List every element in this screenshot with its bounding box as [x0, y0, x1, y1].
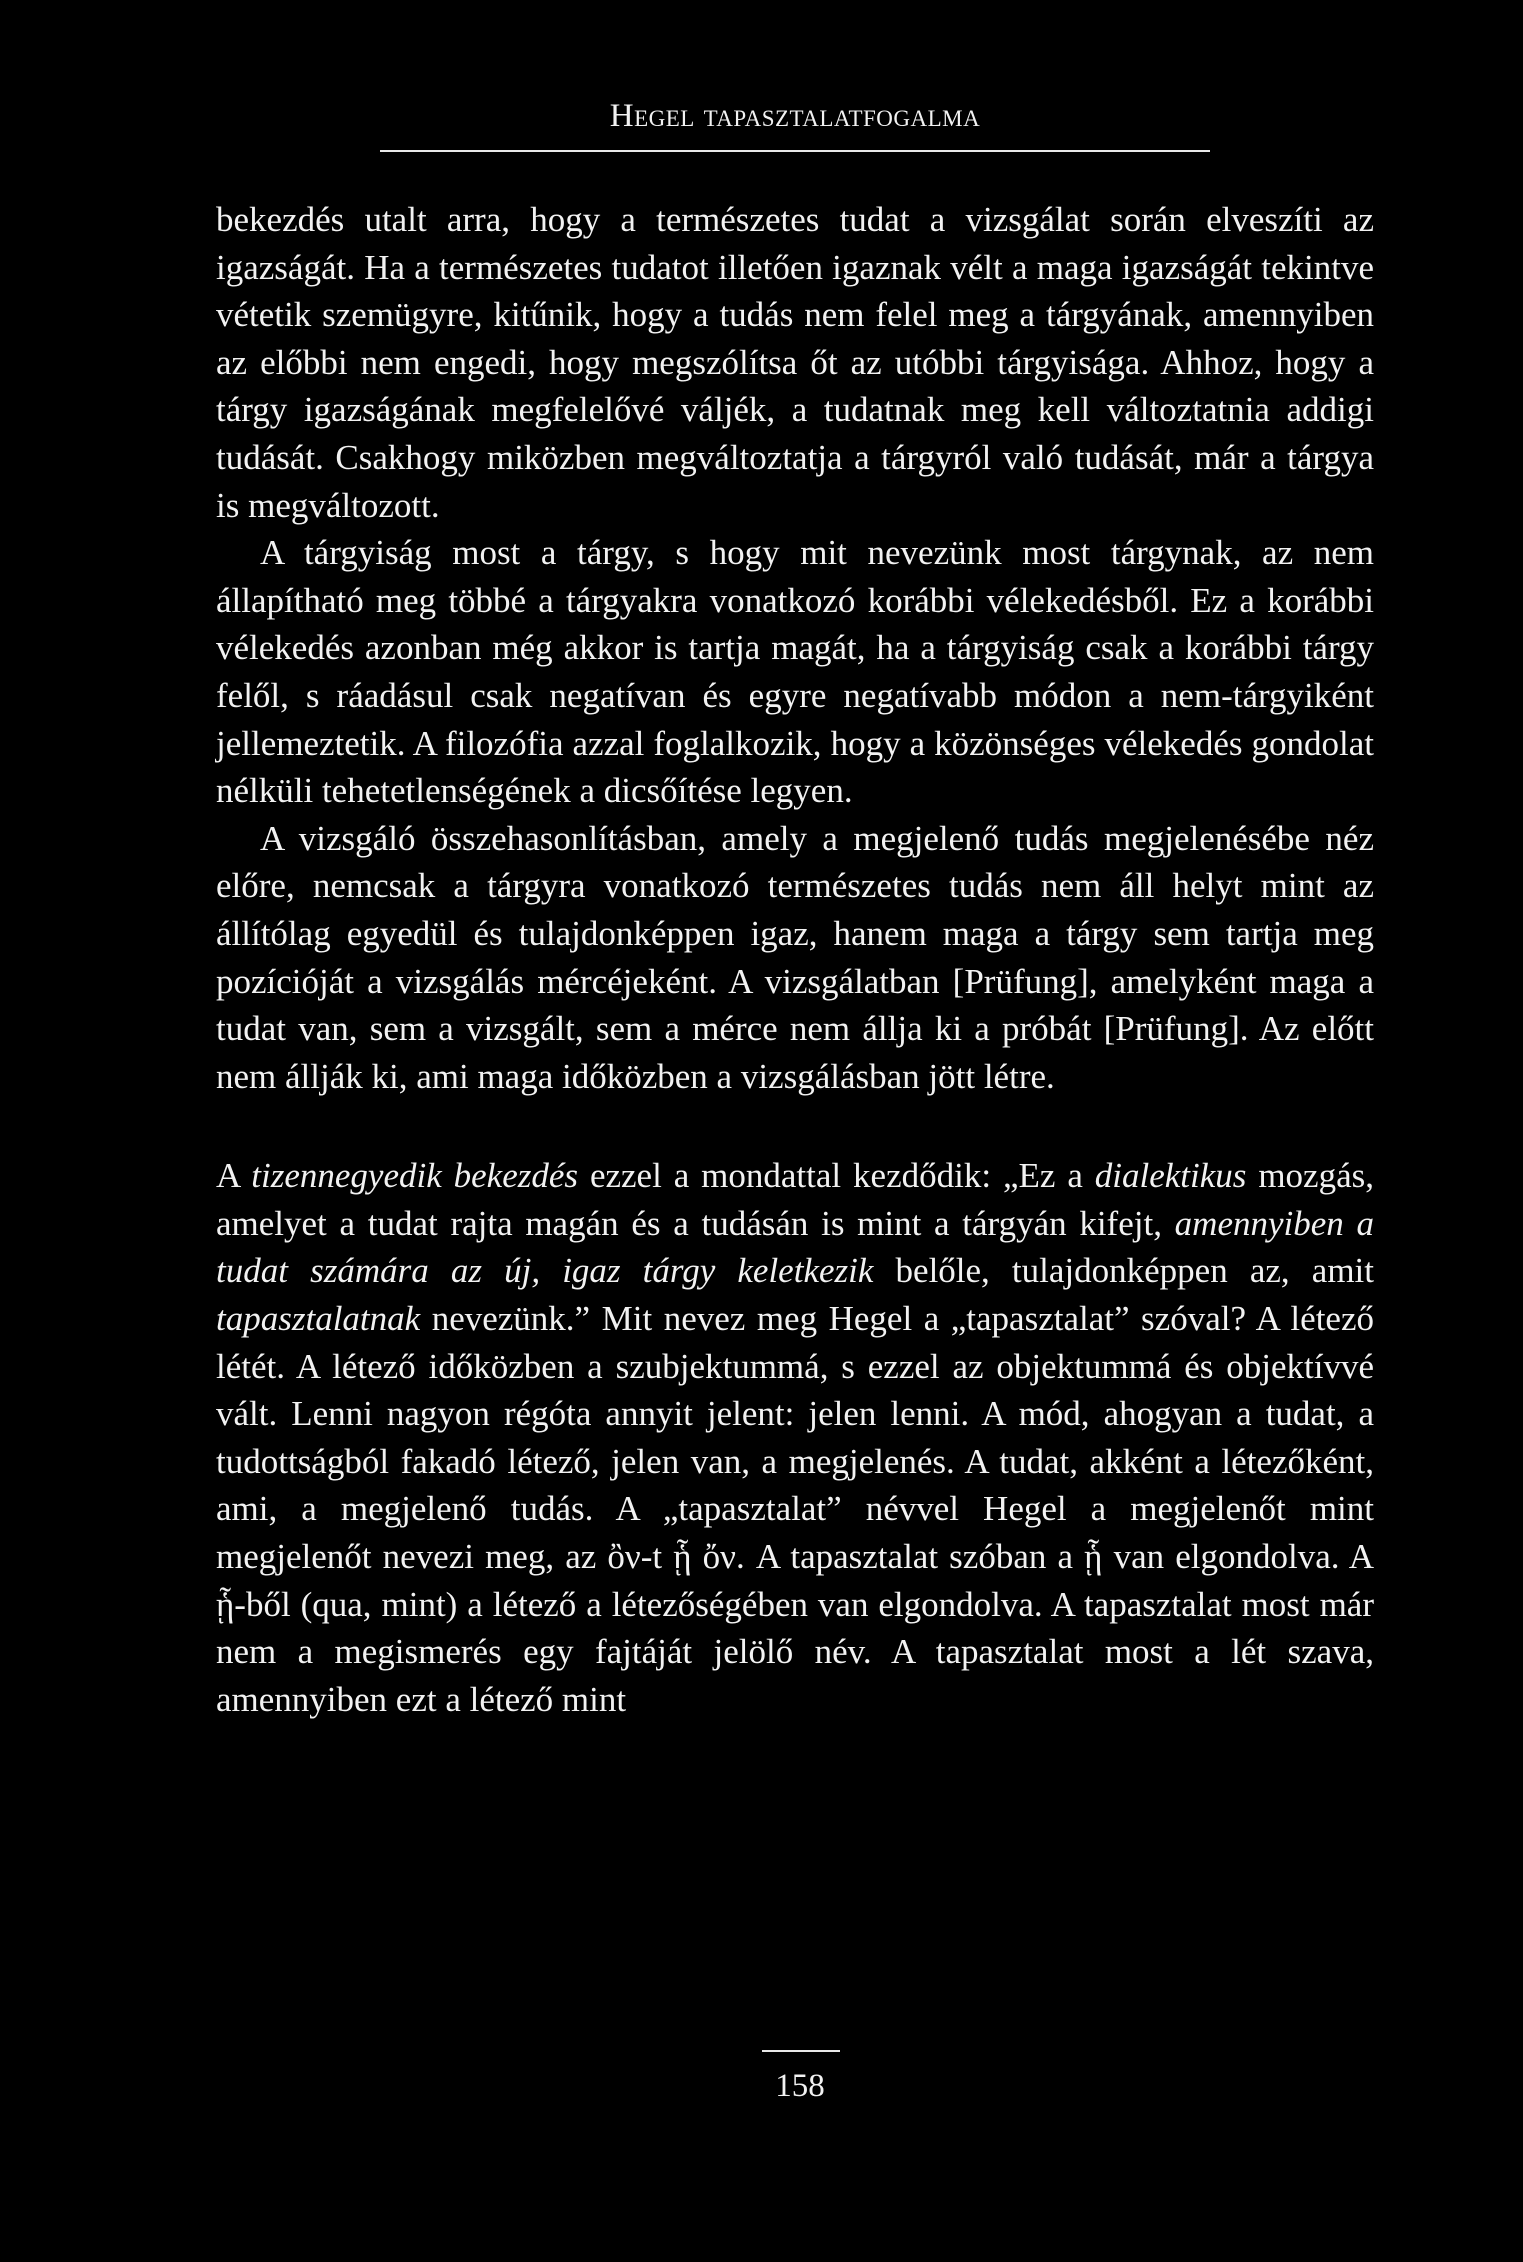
running-header: Hegel tapasztalatfogalma: [609, 98, 981, 134]
body-text: [216, 196, 1374, 1723]
paragraph-4: A tizennegyedik bekezdés ezzel a mondattal kezdődik: „Ez a dialektikus mozgás, amelyet a tudat rajta magán és a tudásán is mint a tárgyán kifejt, amennyiben a tudat számára az új, igaz tárgy keletkezik belőle, tulajdonképpen az, amit tapasztalatnak nevezünk.” Mit nevez meg Hegel a „tapasztalat” szóval? A létező létét. A létező időközben a szubjektummá, s ezzel az objektummá és objektívvé vált. Lenni nagyon régóta annyit jelent: jelen lenni. A mód, ahogyan a tudat, a tudottságból fakadó létező, jelen van, a megjelenés. A tudat, akként a létezőként, ami, a megjelenő tudás. A „tapasztalat” névvel Hegel a megjelenőt mint megjelenőt nevezi meg, az ὂν-t ᾗ ὄν. A tapasztalat szóban a ᾗ van elgondolva. A ᾗ-ből (qua, mint) a létező a létezőségében van elgondolva. A tapasztalat most már nem a megismerés egy fajtáját jelölő név. A tapasztalat most a lét szava, amennyiben ezt a létező mint: [216, 1156, 1375, 1719]
footer-rule: [762, 2050, 840, 2052]
paragraph-3: A vizsgáló összehasonlításban, amely a megjelenő tudás megjelenésébe néz előre, nemcsak a tárgyra vonatkozó természetes tudás nem áll helyt mint az állítólag egyedül és tulajdonképpen igaz, hanem maga a tárgy sem tartja meg pozícióját a vizsgálás mércéjeként. A vizsgálatban [Prüfung], amelyként maga a tudat van, sem a vizsgált, sem a mérce nem állja ki a próbát [Prüfung]. Az előtt nem állják ki, ami maga időközben a vizsgálásban jött létre.: [216, 818, 1374, 1096]
paragraph-1: bekezdés utalt arra, hogy a természetes tudat a vizsgálat során elveszíti az igazságát. Ha a természetes tudatot illetően igaznak vélt a maga igazságát tekintve vétetik szemügyre, kitűnik, hogy a tudás nem felel meg a tárgyának, amennyiben az előbbi nem engedi, hogy megszólítsa őt az utóbbi tárgyisága. Ahhoz, hogy a tárgy igazságának megfelelővé váljék, a tudatnak meg kell változtatnia addigi tudását. Csakhogy miközben megváltoztatja a tárgyról való tudását, már a tárgya is megváltozott.: [216, 200, 1374, 525]
italic-phrase: tizennegyedik bekezdés: [251, 1156, 579, 1196]
italic-phrase: dialektikus: [1094, 1156, 1247, 1196]
italic-phrase: tapasztalatnak: [216, 1299, 421, 1339]
page-number: 158: [775, 2068, 825, 2104]
italic-phrase: amennyiben a tudat számára az új, igaz tárgy keletkezik: [216, 1203, 1374, 1291]
paragraph-2: A tárgyiság most a tárgy, s hogy mit nevezünk most tárgynak, az nem állapítható meg többé a tárgyakra vonatkozó korábbi vélekedésből. Ez a korábbi vélekedés azonban még akkor is tartja magát, ha a tárgyiság csak a korábbi tárgy felől, s ráadásul csak negatívan és egyre negatívabb módon a nem-tárgyiként jellemeztetik. A filozófia azzal foglalkozik, hogy a közönséges vélekedés gondolat nélküli tehetetlenségének a dicsőítése legyen.: [216, 533, 1374, 811]
header-rule: [380, 150, 1210, 152]
